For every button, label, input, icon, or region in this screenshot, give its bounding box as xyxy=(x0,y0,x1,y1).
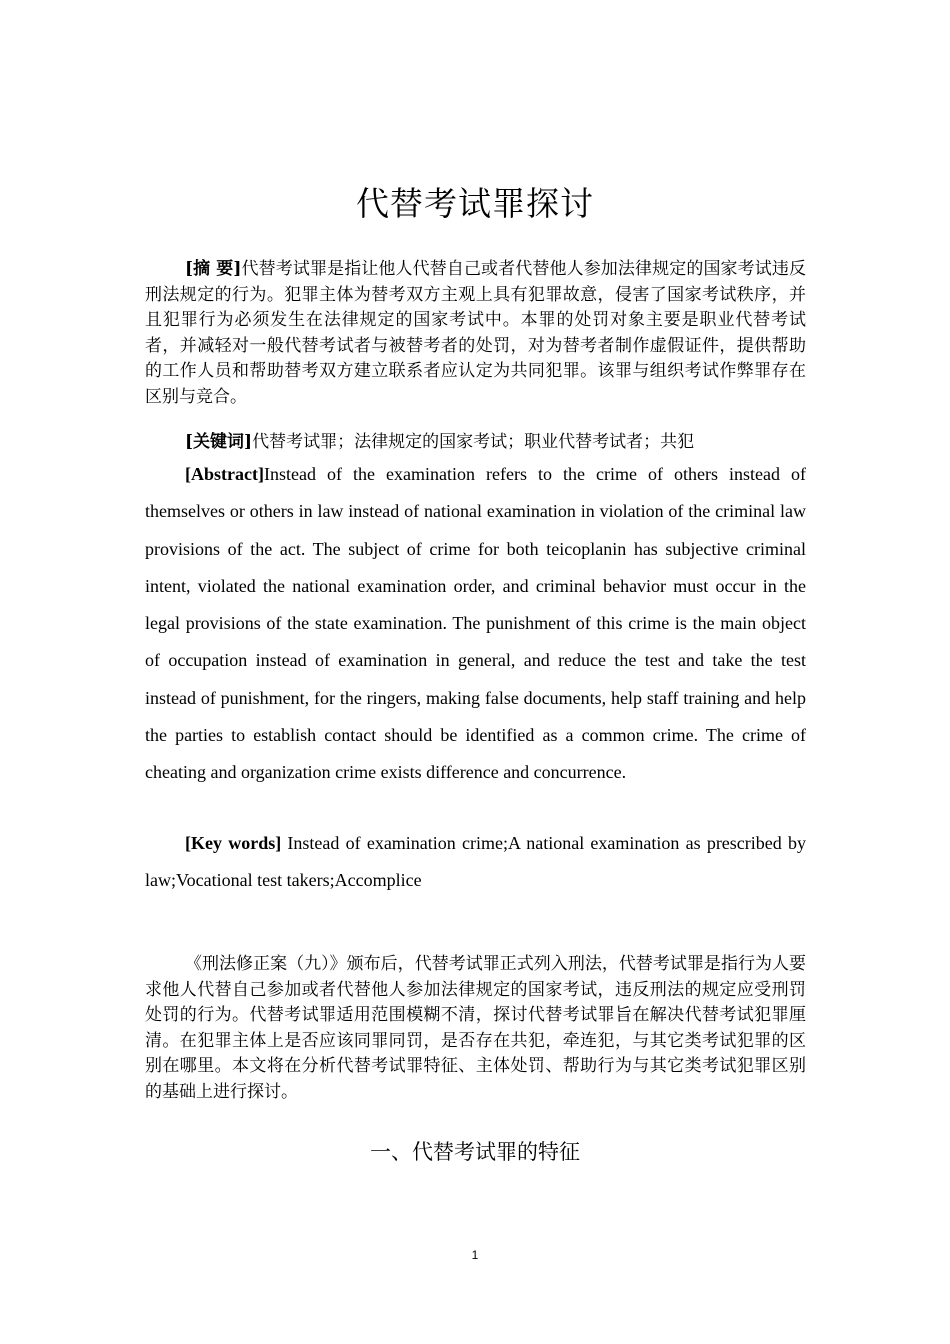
abstract-english-label: [Abstract] xyxy=(185,464,264,484)
keywords-chinese xyxy=(145,430,806,456)
keywords-english xyxy=(145,825,806,900)
abstract-english-text: Instead of the examination refers to the crime of others instead of themselves or others in law instead of national examination in violation of the criminal law provisions of the act. The subject of crime for both teicoplanin has subjective criminal intent, violated the national examination order, and criminal behavior must occur in the legal provisions of the state examination. The punishment of this crime is the main object of occupation instead of examination in general, and reduce the test and take the test instead of punishment, for the ringers, making false documents, help staff training and help the parties to establish contact should be identified as a common crime. The crime of cheating and organization crime exists difference and concurrence. xyxy=(145,464,806,783)
abstract-chinese xyxy=(145,257,806,410)
paper-title: 代替考试罪探讨 xyxy=(356,184,594,223)
section-heading: 一、代替考试罪的特征 xyxy=(370,1140,580,1164)
introduction-paragraph: 《刑法修正案（九）》颁布后，代替考试罪正式列入刑法，代替考试罪是指行为人要求他人代替自己参加或者代替他人参加法律规定的国家考试，违反刑法的规定应受刑罚处罚的行为。代替考试罪适用范围模糊不清，探讨代替考试罪旨在解决代替考试犯罪厘清。在犯罪主体上是否应该同罪同罚，是否存在共犯，牵连犯，与其它类考试犯罪的区别在哪里。本文将在分析代替考试罪特征、主体处罚、帮助行为与其它类考试犯罪区别的基础上进行探讨。 xyxy=(145,954,806,1102)
keywords-english-label: [Key words] xyxy=(185,833,282,853)
abstract-english xyxy=(145,456,806,792)
abstract-chinese-text: 代替考试罪是指让他人代替自己或者代替他人参加法律规定的国家考试违反刑法规定的行为。犯罪主体为替考双方主观上具有犯罪故意，侵害了国家考试秩序，并且犯罪行为必须发生在法律规定的国家考试中。本罪的处罚对象主要是职业代替考试者，并减轻对一般代替考试者与被替考者的处罚，对为替考者制作虚假证件，提供帮助的工作人员和帮助替考双方建立联系者应认定为共同犯罪。该罪与组织考试作弊罪存在区别与竞合。 xyxy=(145,259,806,407)
keywords-chinese-text: 代替考试罪；法律规定的国家考试；职业代替考试者；共犯 xyxy=(252,432,695,452)
abstract-chinese-label: [摘 要] xyxy=(185,259,242,279)
keywords-chinese-label: [关键词] xyxy=(185,432,253,452)
keywords-english-text: Instead of examination crime;A national examination as prescribed by law;Vocational test takers;Accomplice xyxy=(145,833,806,891)
page-number: 1 xyxy=(471,1248,479,1262)
